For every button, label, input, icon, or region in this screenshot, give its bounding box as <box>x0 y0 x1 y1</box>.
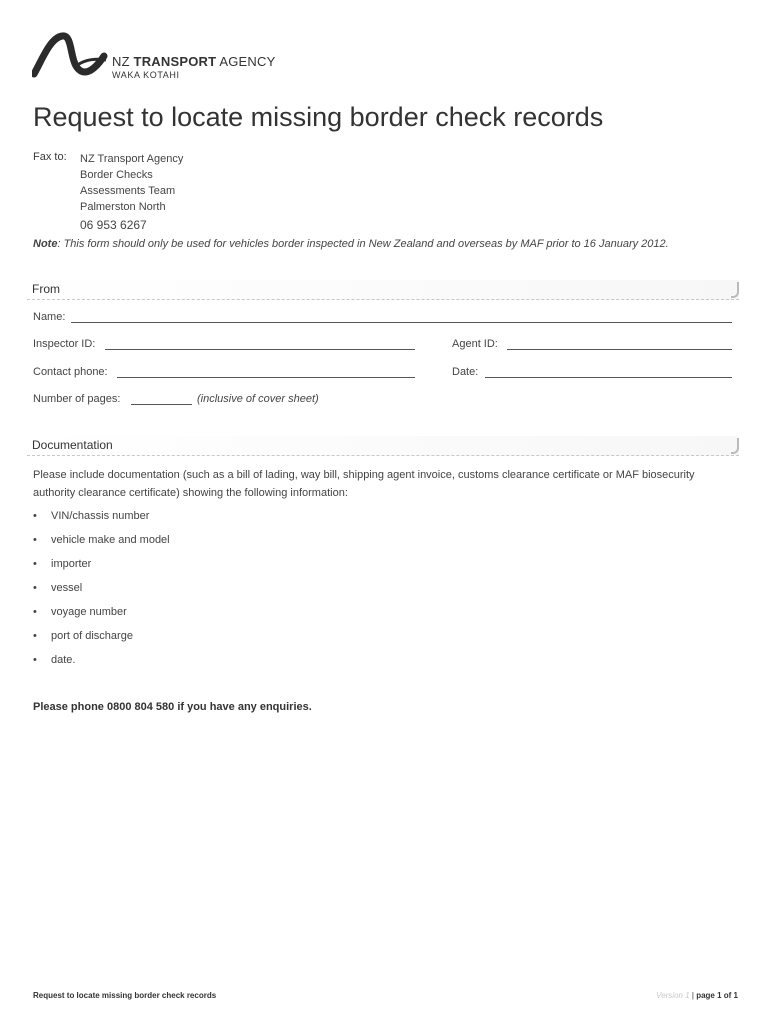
enquiry-text: Please phone 0800 804 580 if you have any enquiries. <box>33 701 312 713</box>
pages-label: Number of pages: <box>33 393 121 405</box>
documentation-list <box>33 508 170 676</box>
section-corner-decoration <box>731 282 739 298</box>
agency-logo <box>32 30 292 88</box>
footer-page-info <box>656 991 738 1000</box>
page-title: Request to locate missing border check records <box>33 102 604 132</box>
bullet-icon: • <box>33 654 37 666</box>
note-text: : This form should only be used for vehicles border inspected in New Zealand and overseas by MAF prior to 16 January 2012. <box>57 238 669 250</box>
note <box>33 238 669 250</box>
note-label: Note <box>33 238 58 250</box>
fax-address-line: Border Checks <box>80 169 153 181</box>
documentation-intro: Please include documentation (such as a bill of lading, way bill, shipping agent invoice, customs clearance certificate or MAF biosecurity authority clearance certificate) showing the following information: <box>33 469 695 499</box>
from-section-title: From <box>32 282 60 296</box>
version-label: Version 1 <box>656 991 690 1000</box>
pages-field[interactable] <box>131 404 192 405</box>
fax-address-line: Palmerston North <box>80 201 166 213</box>
name-label: Name: <box>33 311 66 323</box>
documentation-section-header <box>27 436 739 456</box>
agency-name: NZ TRANSPORT AGENCY <box>112 54 276 69</box>
date-field[interactable] <box>485 377 732 378</box>
pages-note: (inclusive of cover sheet) <box>197 393 319 405</box>
list-item: • port of discharge <box>33 630 133 642</box>
bullet-icon: • <box>33 510 37 522</box>
documentation-section-title: Documentation <box>32 438 113 452</box>
page-number: page 1 of 1 <box>696 991 738 1000</box>
fax-address-line: Assessments Team <box>80 185 176 197</box>
contact-phone-label: Contact phone: <box>33 366 108 378</box>
date-label: Date: <box>452 366 479 378</box>
bullet-icon: • <box>33 606 37 618</box>
from-section-header <box>27 280 739 300</box>
inspector-id-field[interactable] <box>105 349 415 350</box>
agency-subtitle: WAKA KOTAHI <box>112 70 180 80</box>
agent-id-field[interactable] <box>507 349 732 350</box>
list-item: • VIN/chassis number <box>33 510 150 522</box>
inspector-id-label: Inspector ID: <box>33 338 96 350</box>
agent-id-label: Agent ID: <box>452 338 498 350</box>
fax-label: Fax to: <box>33 151 67 163</box>
bullet-icon: • <box>33 582 37 594</box>
list-item: • importer <box>33 558 92 570</box>
contact-phone-field[interactable] <box>117 377 415 378</box>
list-item: • vessel <box>33 582 83 594</box>
footer-separator: | <box>691 991 694 1000</box>
bullet-icon: • <box>33 534 37 546</box>
bullet-icon: • <box>33 630 37 642</box>
bullet-icon: • <box>33 558 37 570</box>
section-corner-decoration <box>731 438 739 454</box>
footer-title: Request to locate missing border check records <box>33 991 217 1000</box>
fax-address <box>80 151 183 215</box>
fax-number: 06 953 6267 <box>80 218 147 232</box>
list-item: • vehicle make and model <box>33 534 170 546</box>
list-item: • voyage number <box>33 606 127 618</box>
list-item: • date. <box>33 654 76 666</box>
fax-address-line: NZ Transport Agency <box>80 153 184 165</box>
nzta-logo-icon <box>32 30 108 82</box>
name-field[interactable] <box>71 322 732 323</box>
